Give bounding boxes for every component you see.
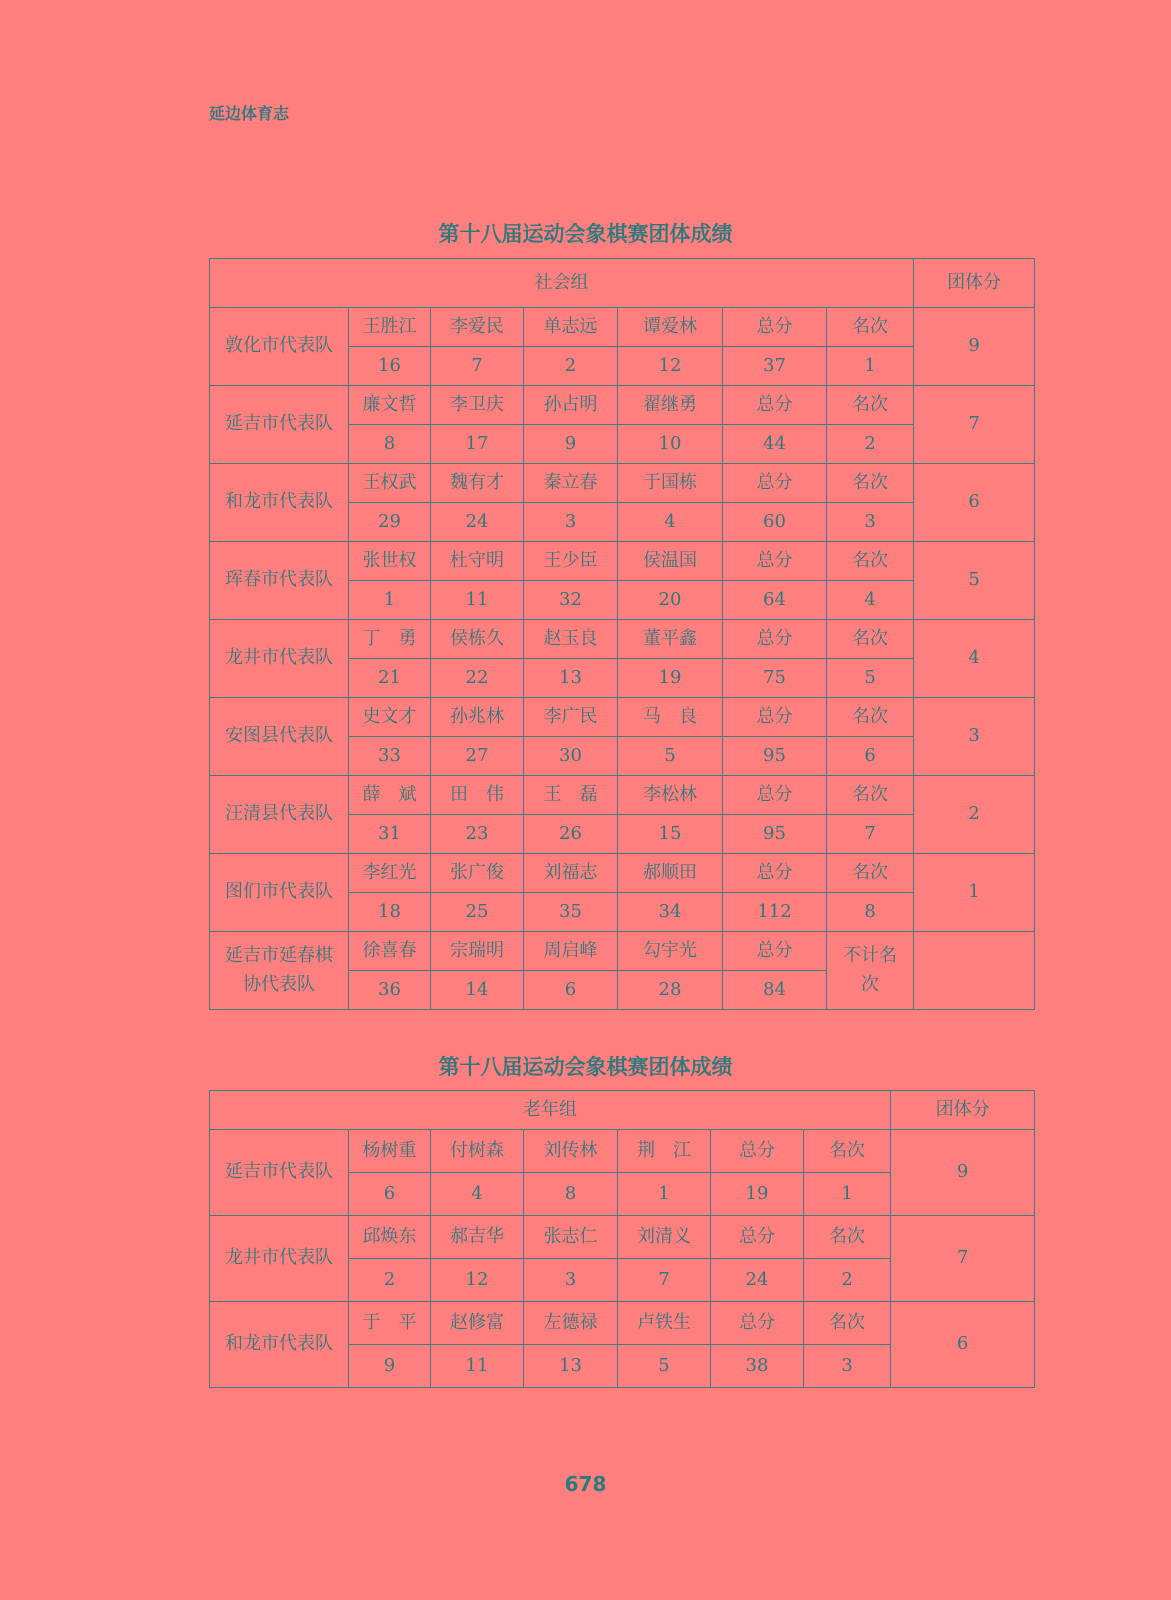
- rank-label: 名次: [827, 620, 914, 659]
- player-score: 15: [618, 815, 723, 854]
- group-label: 社会组: [210, 259, 914, 308]
- player-score: 30: [524, 737, 618, 776]
- group-label: 老年组: [210, 1091, 891, 1130]
- player-name: 荆 江: [618, 1130, 711, 1173]
- rank-label: 名次: [827, 542, 914, 581]
- player-score: 2: [349, 1259, 431, 1302]
- player-score: 21: [349, 659, 431, 698]
- team-score: 7: [914, 386, 1035, 464]
- rank-label: 名次: [804, 1130, 891, 1173]
- player-score: 28: [618, 971, 723, 1010]
- player-score: 6: [349, 1173, 431, 1216]
- team-score: [914, 932, 1035, 1010]
- total-label: 总分: [723, 698, 827, 737]
- player-score: 36: [349, 971, 431, 1010]
- total-label: 总分: [723, 932, 827, 971]
- rank-value: 5: [827, 659, 914, 698]
- team-score: 2: [914, 776, 1035, 854]
- player-name: 刘传林: [524, 1130, 618, 1173]
- player-score: 18: [349, 893, 431, 932]
- total-score: 60: [723, 503, 827, 542]
- player-score: 23: [431, 815, 524, 854]
- team-name: 龙井市代表队: [210, 620, 349, 698]
- player-score: 27: [431, 737, 524, 776]
- player-name: 张世权: [349, 542, 431, 581]
- player-score: 11: [431, 1345, 524, 1388]
- rank-value: 2: [827, 425, 914, 464]
- player-name: 赵修富: [431, 1302, 524, 1345]
- player-name: 王权武: [349, 464, 431, 503]
- player-name: 杨树重: [349, 1130, 431, 1173]
- player-score: 11: [431, 581, 524, 620]
- rank-label: 名次: [804, 1302, 891, 1345]
- player-score: 12: [618, 347, 723, 386]
- total-score: 75: [723, 659, 827, 698]
- player-name: 谭爱林: [618, 308, 723, 347]
- rank-value: 8: [827, 893, 914, 932]
- total-label: 总分: [711, 1302, 804, 1345]
- player-score: 1: [618, 1173, 711, 1216]
- player-name: 于 平: [349, 1302, 431, 1345]
- team-name: 汪清县代表队: [210, 776, 349, 854]
- table1-title: 第十八届运动会象棋赛团体成绩: [438, 222, 733, 246]
- player-name: 马 良: [618, 698, 723, 737]
- total-score: 24: [711, 1259, 804, 1302]
- team-score: 9: [914, 308, 1035, 386]
- rank-label: 名次: [827, 698, 914, 737]
- team-name: 安图县代表队: [210, 698, 349, 776]
- player-score: 24: [431, 503, 524, 542]
- player-name: 李卫庆: [431, 386, 524, 425]
- player-name: 秦立春: [524, 464, 618, 503]
- player-score: 29: [349, 503, 431, 542]
- rank-label: 名次: [827, 776, 914, 815]
- player-name: 徐喜春: [349, 932, 431, 971]
- rank-label: 名次: [827, 386, 914, 425]
- total-label: 总分: [723, 854, 827, 893]
- team-score: 4: [914, 620, 1035, 698]
- player-score: 8: [524, 1173, 618, 1216]
- team-name: 延吉市代表队: [210, 1130, 349, 1216]
- player-score: 22: [431, 659, 524, 698]
- player-name: 勾宇光: [618, 932, 723, 971]
- player-name: 孙兆林: [431, 698, 524, 737]
- rank-note: 不计名次: [827, 932, 914, 1010]
- player-score: 34: [618, 893, 723, 932]
- total-label: 总分: [723, 776, 827, 815]
- player-name: 董平鑫: [618, 620, 723, 659]
- total-label: 总分: [723, 464, 827, 503]
- team-score: 9: [891, 1130, 1035, 1216]
- team-score: 7: [891, 1216, 1035, 1302]
- player-score: 35: [524, 893, 618, 932]
- player-name: 于国栋: [618, 464, 723, 503]
- rank-value: 7: [827, 815, 914, 854]
- player-name: 李松林: [618, 776, 723, 815]
- player-score: 6: [524, 971, 618, 1010]
- player-name: 王胜江: [349, 308, 431, 347]
- player-score: 16: [349, 347, 431, 386]
- rank-value: 3: [827, 503, 914, 542]
- rank-value: 1: [827, 347, 914, 386]
- team-name: 和龙市代表队: [210, 464, 349, 542]
- total-label: 总分: [711, 1216, 804, 1259]
- player-name: 丁 勇: [349, 620, 431, 659]
- player-score: 13: [524, 1345, 618, 1388]
- player-name: 杜守明: [431, 542, 524, 581]
- total-label: 总分: [723, 542, 827, 581]
- player-name: 邱焕东: [349, 1216, 431, 1259]
- player-score: 9: [349, 1345, 431, 1388]
- player-name: 王 磊: [524, 776, 618, 815]
- player-name: 刘清义: [618, 1216, 711, 1259]
- player-name: 左德禄: [524, 1302, 618, 1345]
- player-name: 田 伟: [431, 776, 524, 815]
- team-name: 珲春市代表队: [210, 542, 349, 620]
- team-score: 3: [914, 698, 1035, 776]
- rank-value: 1: [804, 1173, 891, 1216]
- team-name: 延吉市延春棋协代表队: [210, 932, 349, 1010]
- player-score: 13: [524, 659, 618, 698]
- player-name: 侯栋久: [431, 620, 524, 659]
- player-score: 7: [431, 347, 524, 386]
- player-score: 14: [431, 971, 524, 1010]
- player-score: 3: [524, 1259, 618, 1302]
- player-name: 李广民: [524, 698, 618, 737]
- total-score: 44: [723, 425, 827, 464]
- total-score: 64: [723, 581, 827, 620]
- social-group-table: [209, 258, 1035, 1010]
- player-name: 宗瑞明: [431, 932, 524, 971]
- team-name: 敦化市代表队: [210, 308, 349, 386]
- rank-label: 名次: [827, 308, 914, 347]
- team-score: 5: [914, 542, 1035, 620]
- player-name: 魏有才: [431, 464, 524, 503]
- team-score-header: 团体分: [891, 1091, 1035, 1130]
- team-name: 图们市代表队: [210, 854, 349, 932]
- player-score: 19: [618, 659, 723, 698]
- total-score: 95: [723, 815, 827, 854]
- total-score: 37: [723, 347, 827, 386]
- player-score: 4: [431, 1173, 524, 1216]
- player-name: 王少臣: [524, 542, 618, 581]
- player-name: 郝吉华: [431, 1216, 524, 1259]
- player-score: 2: [524, 347, 618, 386]
- team-score: 6: [914, 464, 1035, 542]
- player-score: 5: [618, 1345, 711, 1388]
- running-header: 延边体育志: [209, 104, 290, 123]
- player-name: 卢铁生: [618, 1302, 711, 1345]
- page-number: 678: [564, 1472, 607, 1496]
- team-name: 龙井市代表队: [210, 1216, 349, 1302]
- player-name: 李红光: [349, 854, 431, 893]
- player-name: 周启峰: [524, 932, 618, 971]
- team-score: 6: [891, 1302, 1035, 1388]
- player-name: 薛 斌: [349, 776, 431, 815]
- player-score: 32: [524, 581, 618, 620]
- player-name: 赵玉良: [524, 620, 618, 659]
- player-score: 10: [618, 425, 723, 464]
- player-name: 廉文哲: [349, 386, 431, 425]
- rank-label: 名次: [827, 854, 914, 893]
- team-score-header: 团体分: [914, 259, 1035, 308]
- rank-value: 6: [827, 737, 914, 776]
- player-score: 17: [431, 425, 524, 464]
- total-score: 95: [723, 737, 827, 776]
- player-score: 3: [524, 503, 618, 542]
- player-score: 5: [618, 737, 723, 776]
- player-score: 12: [431, 1259, 524, 1302]
- player-name: 翟继勇: [618, 386, 723, 425]
- player-name: 史文才: [349, 698, 431, 737]
- player-score: 26: [524, 815, 618, 854]
- player-name: 付树森: [431, 1130, 524, 1173]
- player-name: 侯温国: [618, 542, 723, 581]
- total-score: 19: [711, 1173, 804, 1216]
- player-name: 张广俊: [431, 854, 524, 893]
- player-name: 李爱民: [431, 308, 524, 347]
- total-label: 总分: [723, 308, 827, 347]
- player-name: 单志远: [524, 308, 618, 347]
- player-name: 孙占明: [524, 386, 618, 425]
- player-score: 20: [618, 581, 723, 620]
- player-score: 4: [618, 503, 723, 542]
- team-name: 和龙市代表队: [210, 1302, 349, 1388]
- player-score: 33: [349, 737, 431, 776]
- player-score: 9: [524, 425, 618, 464]
- player-score: 1: [349, 581, 431, 620]
- total-label: 总分: [711, 1130, 804, 1173]
- rank-value: 3: [804, 1345, 891, 1388]
- player-name: 刘福志: [524, 854, 618, 893]
- rank-label: 名次: [804, 1216, 891, 1259]
- total-score: 38: [711, 1345, 804, 1388]
- team-score: 1: [914, 854, 1035, 932]
- player-score: 25: [431, 893, 524, 932]
- total-label: 总分: [723, 620, 827, 659]
- player-score: 7: [618, 1259, 711, 1302]
- rank-value: 2: [804, 1259, 891, 1302]
- total-label: 总分: [723, 386, 827, 425]
- total-score: 112: [723, 893, 827, 932]
- player-score: 31: [349, 815, 431, 854]
- rank-value: 4: [827, 581, 914, 620]
- rank-label: 名次: [827, 464, 914, 503]
- player-name: 张志仁: [524, 1216, 618, 1259]
- player-name: 郝顺田: [618, 854, 723, 893]
- senior-group-table: [209, 1090, 1035, 1388]
- team-name: 延吉市代表队: [210, 386, 349, 464]
- total-score: 84: [723, 971, 827, 1010]
- player-score: 8: [349, 425, 431, 464]
- table2-title: 第十八届运动会象棋赛团体成绩: [438, 1055, 733, 1079]
